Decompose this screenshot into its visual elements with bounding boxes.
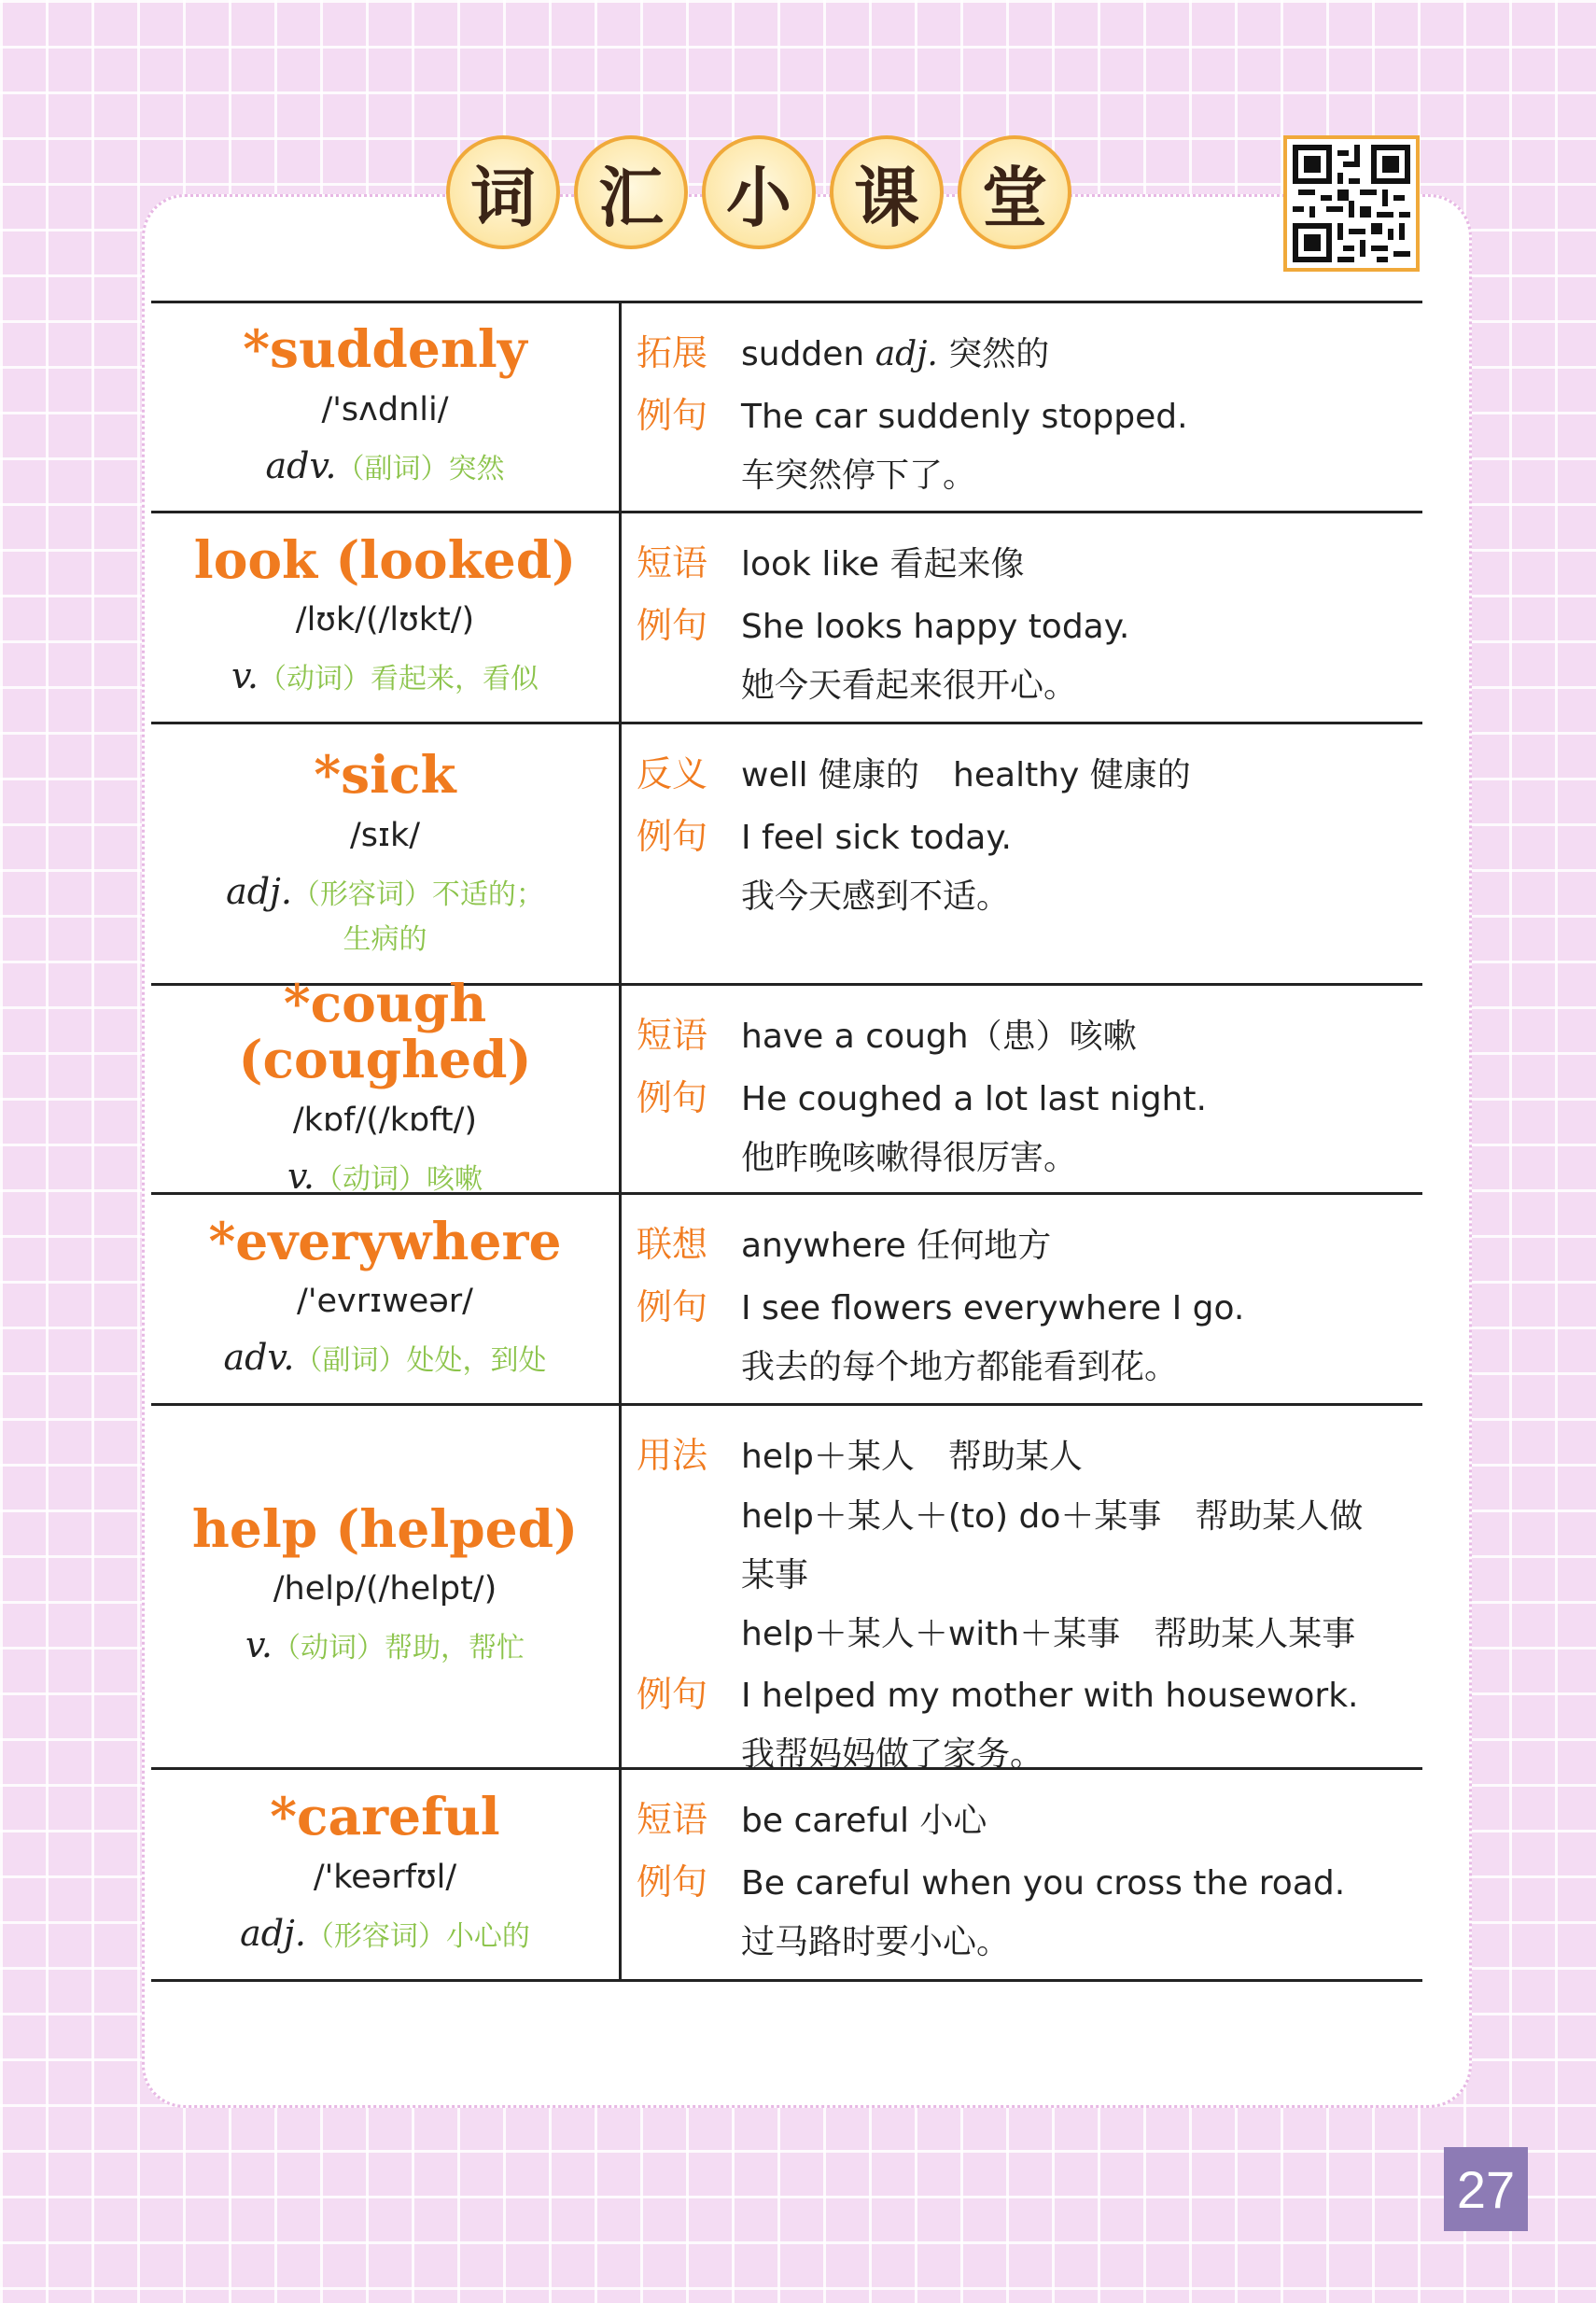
detail-line [637,1605,1422,1664]
detail-tag: 短语 [637,1015,708,1056]
detail-line [637,1664,1422,1726]
detail-tag: 反义 [637,753,708,794]
meaning: 帮助，帮忙 [385,1632,525,1665]
detail-text-part: The car suddenly stopped. [741,397,1188,436]
detail-text [741,1129,1077,1187]
detail-text-part: help＋某人＋(to) do＋某事 帮助某人做 [741,1496,1364,1536]
detail-line [637,743,1422,806]
title-char: 小 [702,135,816,249]
detail-text-part: Be careful when you cross the road. [741,1863,1346,1903]
pos-chinese: （形容词） [291,878,432,911]
detail-text-part: help＋某人＋with＋某事 帮助某人某事 [741,1614,1356,1653]
detail-text-part: 车突然停下了。 [741,456,977,495]
detail-cell [622,986,1422,1192]
detail-line [637,1129,1422,1187]
detail-text [741,1487,1363,1546]
pos-chinese: （动词） [273,1632,385,1665]
detail-tag: 例句 [637,1285,708,1327]
detail-line [637,1425,1422,1487]
pos-abbr: v. [231,655,259,697]
page-number: 27 [1444,2147,1528,2231]
title-char: 汇 [574,135,688,249]
pos-abbr: adj. [240,1912,306,1954]
detail-text-part: sudden [741,335,875,373]
detail-text-part: 某事 [741,1555,809,1594]
title-char: 堂 [958,135,1071,249]
detail-line [637,322,1422,385]
detail-text-part: He coughed a lot last night. [741,1079,1207,1118]
detail-text-part: 我帮妈妈做了家务。 [741,1735,1044,1774]
detail-text-part: 我去的每个地方都能看到花。 [741,1348,1179,1386]
detail-line [637,867,1422,926]
part-of-speech [157,1331,613,1384]
detail-line [637,656,1422,715]
detail-cell [622,513,1422,722]
detail-text [741,1913,1010,1972]
detail-line [637,1276,1422,1339]
meaning: 看起来，看似 [371,663,539,696]
detail-text [741,1338,1178,1397]
detail-cell [622,724,1422,983]
detail-text-part: adj. [875,335,938,373]
detail-cell [622,1406,1422,1774]
detail-tag: 用法 [637,1435,708,1476]
qr-code-icon[interactable] [1283,135,1420,272]
detail-text [741,1007,1137,1066]
section-title [446,135,1071,259]
pos-abbr: adj. [226,870,292,912]
pos-chinese: （动词） [315,1162,427,1196]
detail-tag: 短语 [637,1799,708,1840]
vocab-entry [151,301,1422,511]
headword: *suddenly [243,318,527,380]
part-of-speech [157,440,613,493]
detail-text [741,325,1049,384]
detail-cell [622,1770,1422,1979]
phonetic: /lʊk/(/lʊkt/) [295,601,475,639]
pos-chinese: （副词） [294,1344,407,1378]
headword: look (looked) [193,528,577,590]
detail-text-part: well 健康的 healthy 健康的 [741,756,1191,794]
pos-abbr: v. [245,1624,273,1666]
detail-cell [622,303,1422,511]
detail-text-part: 突然的 [937,335,1050,373]
pos-abbr: adv. [223,1337,295,1379]
detail-text [741,1546,808,1605]
title-char: 词 [446,135,560,249]
detail-line [637,1067,1422,1130]
detail-text-part: 过马路时要小心。 [741,1923,1011,1961]
word-cell [151,972,622,1197]
detail-text [741,867,1010,926]
detail-line [637,1546,1422,1605]
detail-text-part: have a cough（患）咳嗽 [741,1018,1137,1056]
detail-text [741,1427,1083,1486]
detail-text [741,1854,1345,1913]
detail-text [741,1666,1359,1725]
vocab-entry [151,972,1422,1197]
word-cell [151,1195,622,1403]
detail-text-part: be careful 小心 [741,1802,987,1840]
detail-tag: 短语 [637,542,708,583]
headword: *cough (coughed) [238,972,532,1089]
detail-text-part: She looks happy today. [741,607,1130,646]
detail-text [741,535,1025,594]
vocab-entry [151,1767,1422,1982]
detail-text [741,1791,987,1850]
headword: *everywhere [208,1210,562,1271]
part-of-speech [157,650,613,703]
detail-tag: 例句 [637,815,708,857]
vocab-entry [151,1403,1422,1774]
detail-text-part: 他昨晚咳嗽得很厉害。 [741,1139,1078,1177]
detail-line [637,532,1422,595]
detail-tag: 例句 [637,1076,708,1118]
detail-text [741,387,1188,446]
detail-tag: 例句 [637,604,708,646]
detail-text-part: I helped my mother with housework. [741,1676,1359,1715]
detail-text [741,1070,1207,1129]
headword: help (helped) [191,1497,579,1559]
detail-line [637,385,1422,447]
detail-text-part: help＋某人 帮助某人 [741,1438,1083,1476]
meaning: 咳嗽 [427,1162,483,1196]
phonetic: /'evrɪweər/ [297,1283,473,1321]
meaning: 突然 [448,452,505,485]
word-cell [151,1770,622,1979]
phonetic: /sɪk/ [349,816,421,854]
headword: *sick [314,744,456,806]
part-of-speech [157,1619,613,1672]
detail-text [741,1216,1051,1275]
detail-text [741,656,1077,715]
detail-line [637,1789,1422,1851]
meaning: 处处，到处 [406,1344,547,1378]
word-cell [151,1406,622,1767]
detail-line [637,1913,1422,1972]
detail-text [741,1279,1244,1338]
detail-line [637,1487,1422,1546]
pos-chinese: （形容词） [305,1919,446,1953]
vocab-entry [151,511,1422,722]
detail-line [637,595,1422,657]
pos-chinese: （动词） [259,663,371,696]
detail-text-part: anywhere 任何地方 [741,1227,1052,1265]
vocabulary-table [151,301,1422,1982]
vocab-entry [151,1192,1422,1403]
pos-chinese: （副词） [336,452,449,485]
detail-line [637,446,1422,505]
detail-tag: 联想 [637,1224,708,1265]
word-cell [151,724,622,983]
phonetic: /'sʌdnli/ [321,390,449,428]
detail-text-part: I feel sick today. [741,818,1012,857]
detail-text [741,808,1012,867]
part-of-speech [157,1907,613,1960]
detail-tag: 例句 [637,1861,708,1903]
detail-text-part: 我今天感到不适。 [741,878,1011,916]
detail-line [637,1004,1422,1067]
detail-line [637,1338,1422,1397]
headword: *careful [270,1786,500,1847]
part-of-speech [157,865,613,919]
detail-line [637,1851,1422,1914]
phonetic: /help/(/helpt/) [273,1570,497,1608]
title-char: 课 [830,135,944,249]
detail-text [741,597,1129,656]
word-cell [151,513,622,722]
vocab-entry [151,722,1422,983]
detail-text [741,1605,1355,1664]
phonetic: /'keərfʊl/ [313,1858,457,1896]
detail-line [637,1214,1422,1276]
pos-abbr: adv. [265,444,337,486]
detail-tag: 例句 [637,394,708,436]
detail-cell [622,1195,1422,1403]
detail-text-part: 她今天看起来很开心。 [741,667,1078,705]
meaning-continued: 生病的 [343,922,427,956]
detail-text [741,446,976,505]
detail-line [637,806,1422,868]
detail-tag: 拓展 [637,332,708,373]
word-cell [151,303,622,511]
meaning: 小心的 [445,1919,530,1953]
meaning: 不适的； [431,878,544,911]
detail-tag: 例句 [637,1673,708,1715]
detail-text-part: look like 看起来像 [741,545,1025,583]
pos-abbr: v. [287,1155,315,1197]
detail-text-part: I see flowers everywhere I go. [741,1288,1245,1327]
detail-text [741,746,1191,805]
phonetic: /kɒf/(/kɒft/) [292,1101,478,1139]
